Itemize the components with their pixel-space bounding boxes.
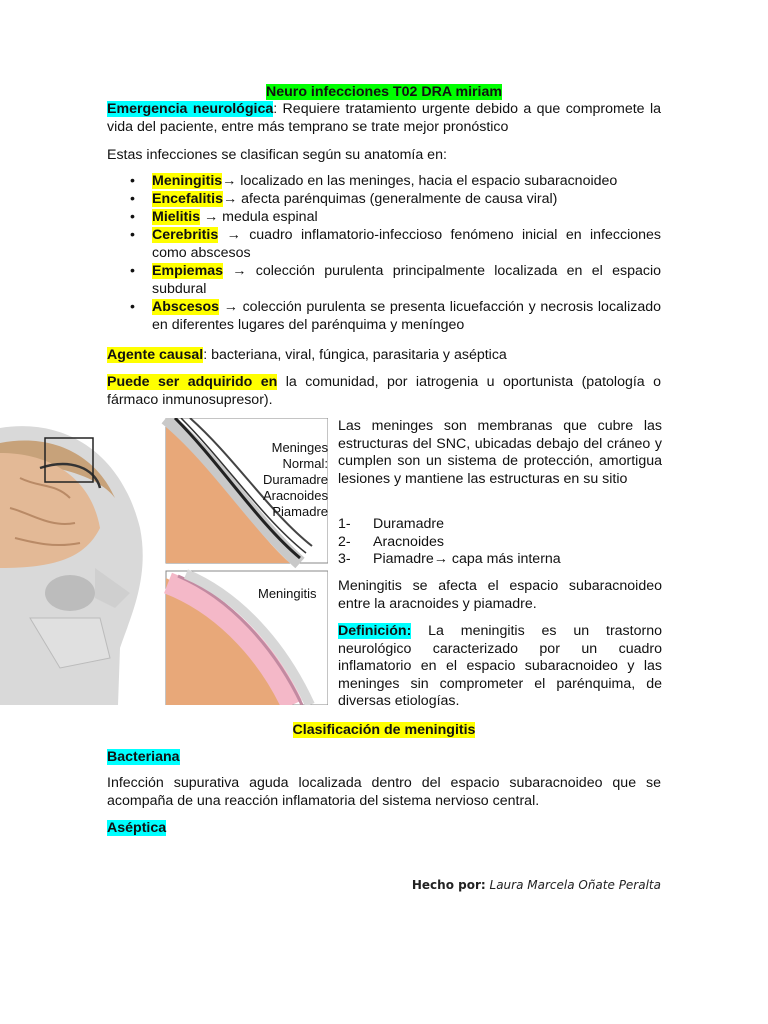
arrow-icon: →	[223, 299, 238, 315]
figure-title-normal: Meninges Normal:	[271, 440, 328, 471]
bacterial-heading: Bacteriana	[107, 749, 180, 765]
bullet-icon: •	[130, 227, 135, 243]
list-item: • Cerebritis → cuadro inflamatorio-infeccioso fenómeno inicial en infecciones como abscesos	[130, 227, 661, 261]
meninges-description: Las meninges son membranas que cubre las estructuras del SNC, ubicadas debajo del cráneo y cumplen son un sistema de protección, amortigua lesiones y mantiene las estructuras en su sitio	[338, 418, 662, 487]
arrow-icon: →	[226, 227, 241, 243]
bacterial-text: Infección supurativa aguda localizada dentro del espacio subaracnoideo que se acompaña de una reacción inflamatoria del sistema nervioso central.	[107, 775, 661, 809]
layer-label-duramadre: Duramadre	[262, 472, 328, 487]
list-item: • Abscesos → colección purulenta se presenta licuefacción y necrosis localizado en diferentes lugares del parénquima y meníngeo	[130, 299, 661, 333]
classify-intro: Estas infecciones se clasifican según su anatomía en:	[107, 147, 447, 163]
definition-label: Definición:	[338, 623, 412, 639]
list-item: • Encefalitis→ afecta parénquimas (generalmente de causa viral)	[130, 191, 558, 207]
layer-label-aracnoides: Aracnoides	[262, 488, 328, 503]
aseptic-heading: Aséptica	[107, 820, 167, 836]
list-item: 2- Aracnoides	[338, 533, 444, 550]
bullet-icon: •	[130, 173, 135, 189]
causal-paragraph: Agente causal: bacteriana, viral, fúngica, parasitaria y aséptica	[107, 347, 507, 363]
arrow-icon: →	[433, 551, 448, 567]
acquired-paragraph: Puede ser adquirido en la comunidad, por iatrogenia u oportunista (patología o fármaco inmunosupresor).	[107, 374, 661, 408]
footer-credit	[412, 878, 661, 892]
emergency-paragraph	[107, 100, 661, 136]
arrow-icon: →	[222, 191, 238, 207]
causal-label: Agente causal	[107, 347, 204, 363]
bullet-icon: •	[130, 299, 135, 315]
document-title	[0, 83, 768, 101]
bullet-icon: •	[130, 263, 135, 279]
meninges-layers-list	[338, 516, 662, 569]
list-item: • Empiemas → colección purulenta principalmente localizada en el espacio subdural	[130, 263, 661, 297]
figure-title-meningitis: Meningitis	[258, 586, 317, 601]
list-item: 3- Piamadre→ capa más interna	[338, 551, 561, 567]
list-item: 1- Duramadre	[338, 516, 444, 532]
arrow-icon: →	[232, 263, 247, 279]
footer-author: Laura Marcela Oñate Peralta	[489, 878, 661, 892]
emergency-text: : Requiere tratamiento urgente debido a que compromete la vida del paciente, entre más temprano se trate mejor pronóstico	[107, 101, 661, 135]
acquired-label: Puede ser adquirido en	[107, 374, 278, 390]
arrow-icon: →	[204, 209, 219, 225]
arrow-icon: →	[222, 173, 237, 189]
footer-label: Hecho por:	[411, 878, 486, 892]
title-text: Neuro infecciones T02 DRA miriam	[266, 84, 502, 100]
classification-heading: Clasificación de meningitis	[292, 722, 476, 738]
definition-paragraph: Definición: La meningitis es un trastorno neurológico caracterizado por un cuadro inflamatorio en el espacio subaracnoideo y las meninges sin comprometer el parénquima, de diversas etiologías.	[338, 623, 662, 709]
layer-label-piamadre: Piamadre	[272, 504, 328, 519]
figure-labels-normal	[258, 440, 328, 520]
infection-types-list	[130, 172, 661, 334]
meninges-figure	[0, 418, 328, 705]
list-item: • Meningitis→ localizado en las meninges, hacia el espacio subaracnoideo	[130, 173, 618, 189]
emergency-label: Emergencia neurológica	[107, 101, 274, 117]
bullet-icon: •	[130, 209, 135, 225]
meningitis-affects-text: Meningitis se afecta el espacio subaracnoideo entre la aracnoides y piamadre.	[338, 578, 662, 612]
bullet-icon: •	[130, 191, 135, 207]
list-item: • Mielitis → medula espinal	[130, 209, 318, 225]
